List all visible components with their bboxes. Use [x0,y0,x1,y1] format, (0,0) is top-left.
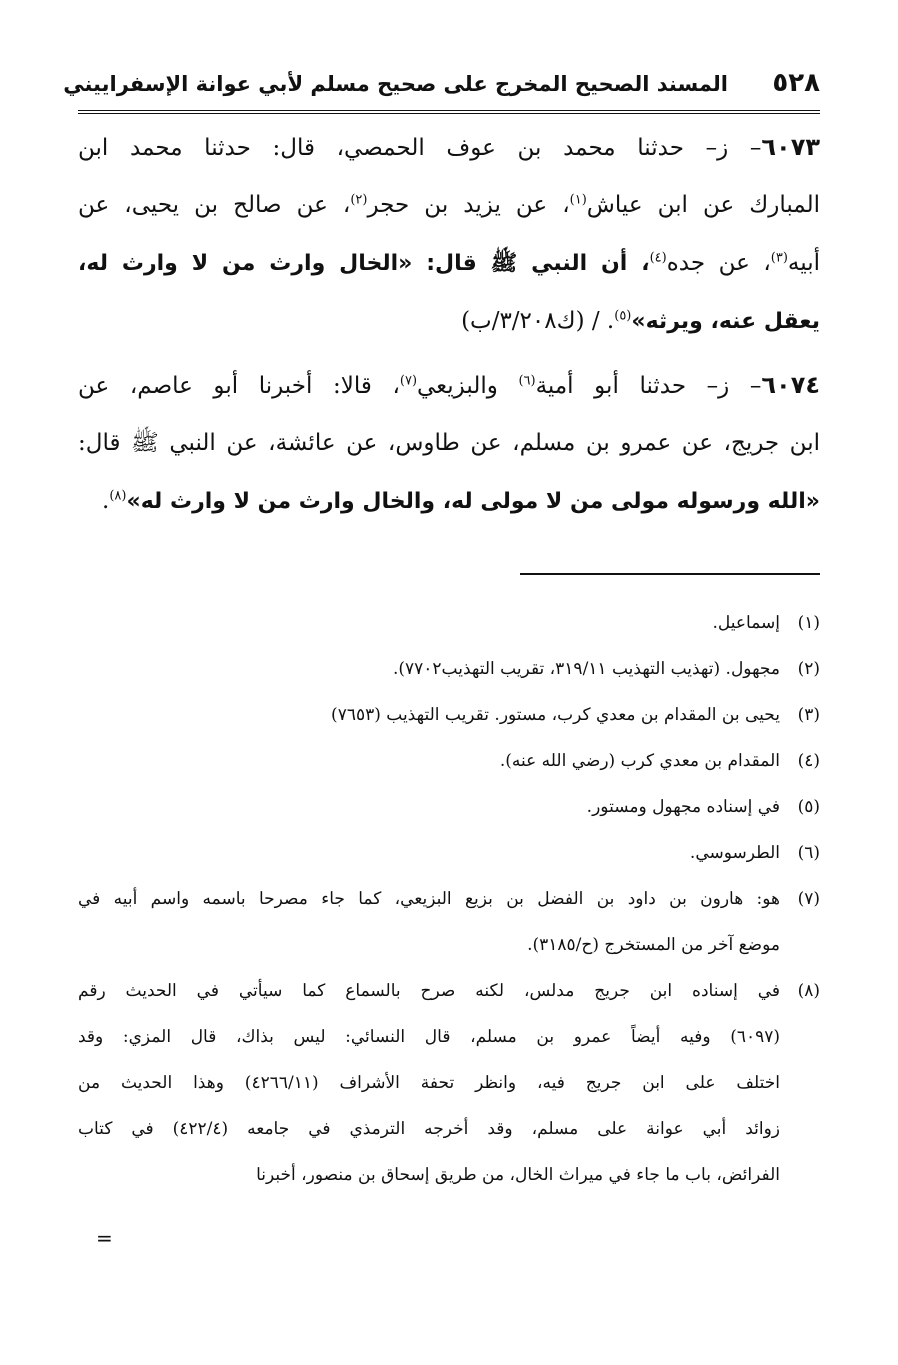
footnote-ref: (٥) [614,308,632,324]
header-rule [78,110,820,114]
hadith-number: ٦٠٧٤ [761,371,820,399]
hadith-text: ابن جريج، عن عمرو بن مسلم، عن طاوس، عن عائشة، عن النبي ﷺ قال: [78,430,820,456]
footnote-text: زوائد أبي عوانة على مسلم، وقد أخرجه الترمذي في جامعه (٤٢٢/٤) في كتاب [78,1119,780,1139]
footnote-text: في إسناده ابن جريج مدلس، لكنه صرح بالسماع كما سيأتي في الحديث رقم [78,981,780,1001]
hadith-text: – ز– حدثنا أبو أمية [535,373,762,399]
footnote [78,738,820,784]
page-number: ٥٢٨ [772,68,820,98]
hadith-6074 [78,356,820,530]
footnote-ref: (٧) [399,373,418,389]
footnote-text: موضع آخر من المستخرج (ح/٣١٨٥). [527,935,780,955]
footnote-separator [520,573,820,575]
footnote-line [78,876,820,922]
hadith-line [78,118,820,176]
footnote-ref: (٤) [649,250,667,266]
footnote [78,876,820,968]
hadith-text: ، قالا: أخبرنا أبو عاصم، عن [78,373,400,399]
footnote-mark: (٣) [797,705,820,725]
footnote-text: الفرائض، باب ما جاء في ميراث الخال، من طريق إسحاق بن منصور، أخبرنا [256,1165,780,1185]
book-page [63,0,820,1365]
hadith-line [78,176,820,234]
footnote-mark: (٨) [797,981,820,1001]
hadith-text: أبيه [787,250,820,276]
footnote-text: هو: هارون بن داود بن الفضل بن بزيع البزيعي، كما جاء مصرحا باسمه واسم أبيه في [78,889,780,909]
footnote-ref: (٢) [350,192,368,208]
hadith-text: ، عن يزيد بن حجر [367,192,570,218]
hadith-text: . [102,488,110,514]
hadith-line [78,472,820,530]
hadith-text: ، عن صالح بن يحيى، عن [78,192,351,218]
footnote-mark: (٦) [797,843,820,863]
hadith-6073 [78,118,820,350]
footnote-ref: (٦) [518,373,536,389]
manuscript-reference: . / (ك٣/٢٠٨/ب) [461,308,615,334]
footnote-text: اختلف على ابن جريج فيه، وانظر تحفة الأشراف (٤٢٦٦/١١) وهذا الحديث من [78,1073,780,1093]
hadith-text: المبارك عن ابن عياش [586,192,820,218]
hadith-text: والبزيعي [417,373,519,399]
page-header [63,62,820,110]
footnote-text: في إسناده مجهول ومستور. [586,797,780,817]
footnote-text: إسماعيل. [712,613,780,633]
footnote [78,692,820,738]
footnote-ref: (٣) [770,250,788,266]
footnote [78,784,820,830]
footnotes [78,600,820,1198]
footnote-mark: (٤) [797,751,820,771]
hadith-line [78,292,820,350]
footnote-text: المقدام بن معدي كرب (رضي الله عنه). [499,751,780,771]
continuation-mark: = [96,1226,113,1250]
footnote-text: يحيى بن المقدام بن معدي كرب، مستور. تقريب التهذيب (٧٦٥٣) [331,705,780,725]
footnote [78,600,820,646]
footnote-ref: (١) [569,192,587,208]
running-title: المسند الصحيح المخرج على صحيح مسلم لأبي عوانة الإسفراييني [63,72,728,96]
hadith-line [78,414,820,472]
hadith-text: – ز– حدثنا محمد بن عوف الحمصي، قال: حدثنا محمد ابن [78,135,762,161]
footnote-mark: (٥) [797,797,820,817]
footnote [78,646,820,692]
hadith-matn: يعقل عنه، ويرثه» [631,309,820,334]
hadith-matn: ، أن النبي ﷺ قال: «الخال وارث من لا وارث له، [78,251,650,276]
footnote-text: (٦٠٩٧) وفيه أيضاً عمرو بن مسلم، قال النسائي: ليس بذاك، قال المزي: وقد [78,1027,780,1047]
footnote-mark: (٢) [797,659,820,679]
footnote-text: مجهول. (تهذيب التهذيب ٣١٩/١١، تقريب التهذيب٧٧٠٢). [392,659,780,679]
footnote-text: الطرسوسي. [689,843,780,863]
footnote [78,968,820,1198]
footnote [78,830,820,876]
footnote-line [78,968,820,1014]
hadith-matn: «الله ورسوله مولى من لا مولى له، والخال وارث من لا وارث له» [126,489,820,514]
footnote-mark: (١) [797,613,820,633]
hadith-line [78,234,820,292]
hadith-number: ٦٠٧٣ [761,133,820,161]
hadith-text: ، عن جده [666,250,771,276]
footnote-mark: (٧) [797,889,820,909]
hadith-line [78,356,820,414]
footnote-ref: (٨) [109,488,127,504]
